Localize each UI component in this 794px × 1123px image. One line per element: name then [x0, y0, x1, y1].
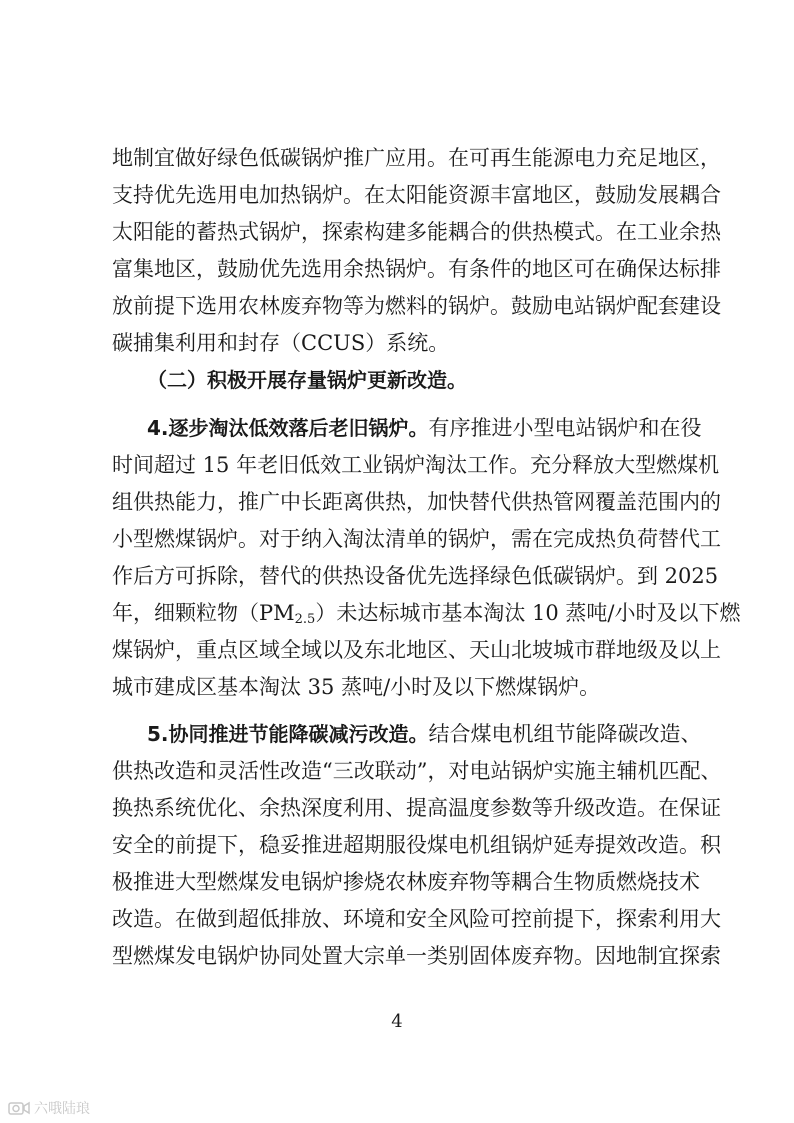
- paragraph-line: 换热系统优化、余热深度利用、提高温度参数等升级改造。在保证: [112, 796, 721, 820]
- paragraph-line: 改造。在做到超低排放、环境和安全风险可控前提下，探索利用大: [112, 907, 721, 931]
- item-title: 5.协同推进节能降碳减污改造。: [147, 722, 429, 746]
- paragraph-line: 安全的前提下，稳妥推进超期服役煤电机组锅炉延寿提效改造。积: [112, 833, 721, 857]
- watermark: [8, 1098, 90, 1118]
- paragraph-line: 型燃煤发电锅炉协同处置大宗单一类别固体废弃物。因地制宜探索: [112, 944, 721, 968]
- paragraph-text: 结合煤电机组节能降碳改造、: [428, 722, 702, 746]
- paragraph-line: 组供热能力，推广中长距离供热，加快替代供热管网覆盖范围内的: [112, 490, 721, 514]
- page-number: 4: [391, 1011, 403, 1032]
- paragraph-line: 碳捕集利用和封存（CCUS）系统。: [112, 331, 450, 355]
- paragraph-line: 作后方可拆除，替代的供热设备优先选择绿色低碳锅炉。到 2025: [112, 564, 719, 588]
- subscript: 2.5: [294, 612, 316, 627]
- paragraph-line: 煤锅炉，重点区域全域以及东北地区、天山北坡城市群地级及以上: [112, 638, 721, 662]
- paragraph-line: 小型燃煤锅炉。对于纳入淘汰清单的锅炉，需在完成热负荷替代工: [112, 527, 721, 551]
- paragraph-line: 供热改造和灵活性改造“三改联动”，对电站锅炉实施主辅机匹配、: [112, 759, 722, 783]
- paragraph-line: 时间超过 15 年老旧低效工业锅炉淘汰工作。充分释放大型燃煤机: [112, 453, 720, 477]
- section-heading: （二）积极开展存量锅炉更新改造。: [147, 368, 467, 392]
- paragraph-line: 城市建成区基本淘汰 35 蒸吨/小时及以下燃煤锅炉。: [112, 675, 601, 699]
- camera-logo-icon: [8, 1100, 30, 1116]
- paragraph-text: ）未达标城市基本淘汰 10 蒸吨/小时及以下燃: [315, 601, 741, 625]
- paragraph-line: 极推进大型燃煤发电锅炉掺烧农林废弃物等耦合生物质燃烧技术: [112, 870, 700, 894]
- watermark-text: 六哦陆琅: [34, 1101, 90, 1117]
- paragraph-line: [147, 410, 702, 446]
- paragraph-text: 年，细颗粒物（PM: [112, 601, 295, 625]
- paragraph-line: 放前提下选用农林废弃物等为燃料的锅炉。鼓励电站锅炉配套建设: [112, 294, 721, 318]
- paragraph-text: 有序推进小型电站锅炉和在役: [428, 416, 702, 440]
- paragraph-line: [112, 595, 741, 631]
- item-title: 4.逐步淘汰低效落后老旧锅炉。: [147, 416, 429, 440]
- paragraph-line: [147, 716, 702, 752]
- paragraph-line: 太阳能的蓄热式锅炉，探索构建多能耦合的供热模式。在工业余热: [112, 220, 721, 244]
- paragraph-line: 支持优先选用电加热锅炉。在太阳能资源丰富地区，鼓励发展耦合: [112, 183, 721, 207]
- paragraph-line: 地制宜做好绿色低碳锅炉推广应用。在可再生能源电力充足地区，: [112, 146, 721, 170]
- paragraph-line: 富集地区，鼓励优先选用余热锅炉。有条件的地区可在确保达标排: [112, 257, 721, 281]
